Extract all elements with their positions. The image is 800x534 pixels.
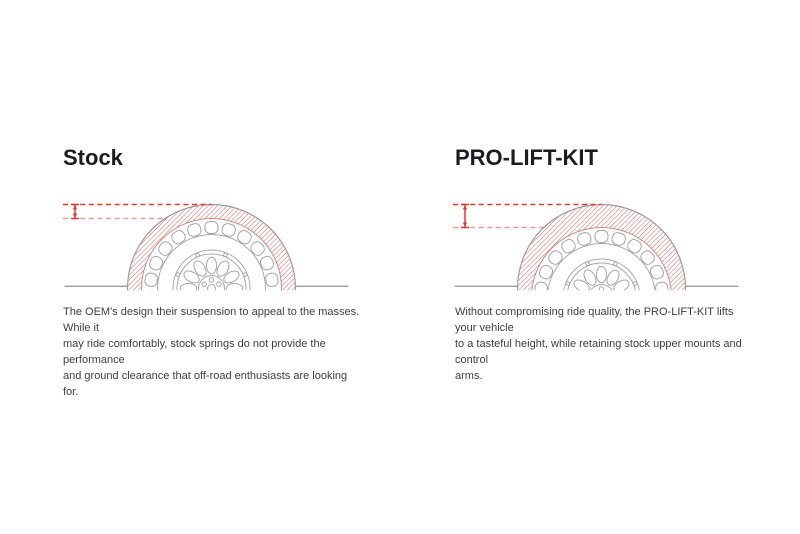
tread-knob (170, 229, 187, 246)
tread-knob (595, 231, 608, 243)
clearance-hatch (128, 205, 296, 294)
stock-heading: Stock (63, 145, 123, 170)
tread-knob (144, 290, 158, 293)
tread-knob (534, 282, 548, 293)
lift-kit-description: Without compromising ride quality, the PRO-LIFT-KIT lifts your vehicle to a tasteful height, while retaining stock upper mounts and control arms. (455, 306, 742, 382)
tread-knob (265, 290, 279, 293)
clearance-dimension-marker (461, 205, 469, 228)
tread-knob (236, 229, 253, 246)
tread-knob (265, 273, 279, 288)
clearance-hatch (518, 205, 686, 294)
clearance-dimension-marker (71, 205, 79, 219)
lift-kit-clearance-figure (450, 193, 742, 293)
tread-knob (649, 264, 665, 281)
stock-clearance-figure (60, 193, 352, 293)
tread-knob (148, 255, 164, 272)
tread-knob (144, 273, 158, 288)
tread-knob (538, 264, 554, 281)
wheel-rim (563, 259, 640, 293)
pro-lift-kit-heading: PRO-LIFT-KIT (455, 145, 598, 170)
wheel-rim (173, 250, 250, 293)
tread-knob (259, 255, 275, 272)
tread-knob (655, 282, 669, 293)
tread-knob (560, 238, 577, 255)
tread-knob (626, 238, 643, 255)
tread-knob (205, 222, 218, 234)
stock-description: The OEM's design their suspension to appeal to the masses. While it may ride comfortably, stock springs do not provide the performance and ground clearance that off-road enthusiasts are looking for. (63, 306, 360, 398)
